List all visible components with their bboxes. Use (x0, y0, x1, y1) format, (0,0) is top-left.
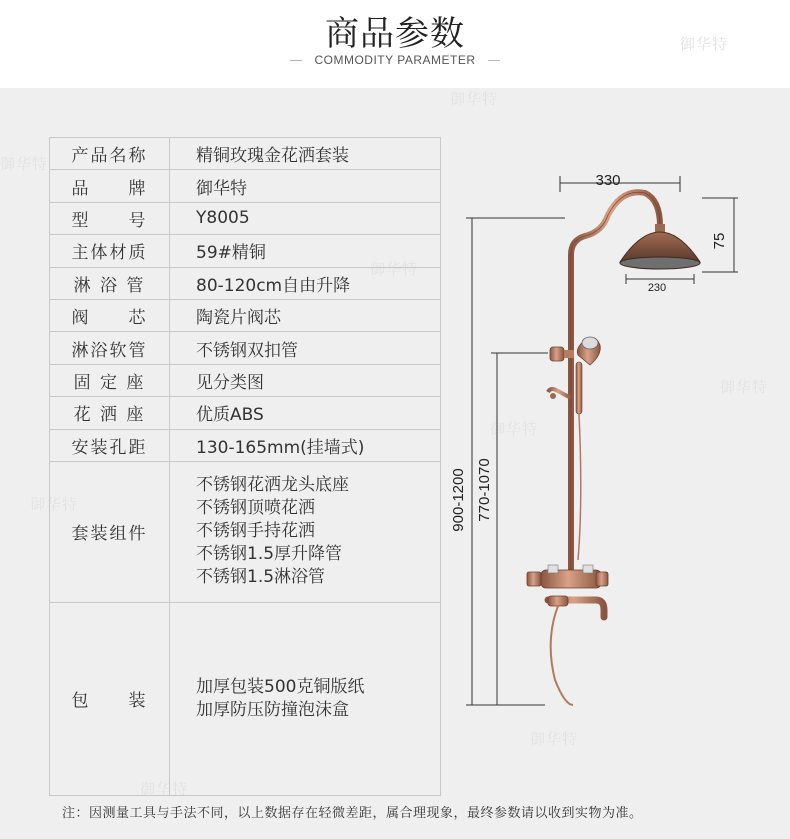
kit-item: 不锈钢1.5淋浴管 (196, 567, 326, 588)
watermark: 御华特 (720, 378, 769, 396)
spec-row (50, 235, 441, 267)
spec-row (50, 267, 441, 299)
measurement-note: 注：因测量工具与手法不同，以上数据存在轻微差距，属合理现象，最终参数请以收到实物为准。 (62, 806, 643, 821)
packaging-item: 加厚防压防撞泡沫盒 (196, 699, 349, 720)
tub-spout (548, 414, 604, 705)
spec-row (50, 429, 441, 461)
watermark: 御华特 (370, 260, 419, 278)
spec-value: 御华特 (170, 170, 441, 202)
watermark: 御华特 (30, 495, 79, 513)
spec-label: 品 牌 (50, 170, 170, 202)
spec-row (50, 397, 441, 429)
shower-dimension-drawing (440, 137, 750, 785)
kit-item: 不锈钢1.5厚升降管 (196, 544, 343, 565)
watermark: 御华特 (0, 155, 49, 173)
watermark: 御华特 (490, 420, 539, 438)
spec-value: 不锈钢双扣管 (170, 332, 441, 364)
kit-item: 不锈钢顶喷花洒 (196, 498, 315, 519)
dimension-rail-height (476, 353, 548, 705)
dimension-label: 75 (711, 232, 728, 250)
page-title: 商品参数 (325, 14, 465, 54)
spec-value: 精铜玫瑰金花洒套装 (170, 138, 441, 170)
kit-item: 不锈钢花洒龙头底座 (196, 475, 349, 496)
spec-value: 80-120cm自由升降 (170, 267, 441, 299)
spec-value: 优质ABS (170, 397, 441, 429)
spec-value: 130-165mm(挂墙式) (170, 429, 441, 461)
packaging-item: 加厚包装500克铜版纸 (196, 676, 365, 697)
kit-row (50, 461, 441, 602)
watermark: 御华特 (450, 90, 499, 108)
watermark: 御华特 (140, 780, 189, 798)
dimension-total-height (450, 218, 565, 705)
dimension-label: 900-1200 (450, 468, 467, 532)
spec-table (49, 137, 441, 796)
dimension-label: 230 (647, 282, 667, 294)
packaging-row (50, 602, 441, 795)
spec-label: 淋浴软管 (50, 332, 170, 364)
spec-label: 型 号 (50, 202, 170, 234)
header (0, 0, 790, 88)
watermark: 御华特 (680, 35, 729, 53)
dimension-label: 330 (595, 172, 621, 189)
dimension-label: 770-1070 (476, 458, 493, 522)
spec-label: 淋 浴 管 (50, 267, 170, 299)
rain-shower-head (620, 224, 700, 294)
spec-row (50, 299, 441, 331)
kit-item: 不锈钢手持花洒 (196, 521, 315, 542)
packaging-label: 包 装 (50, 602, 170, 795)
spec-row (50, 364, 441, 396)
spec-row (50, 332, 441, 364)
spec-row (50, 202, 441, 234)
spec-row (50, 138, 441, 170)
dimension-head-height (702, 198, 738, 272)
spec-label: 主体材质 (50, 235, 170, 267)
spec-row (50, 170, 441, 202)
spec-value: 见分类图 (170, 364, 441, 396)
spec-label: 安装孔距 (50, 429, 170, 461)
spec-label: 产品名称 (50, 138, 170, 170)
watermark: 御华特 (530, 730, 579, 748)
kit-label: 套装组件 (50, 461, 170, 602)
spec-value: Y8005 (170, 202, 441, 234)
kit-items (170, 461, 441, 602)
page-subtitle: COMMODITY PARAMETER (314, 53, 476, 67)
spec-label: 花 洒 座 (50, 397, 170, 429)
subtitle-rule-right (488, 60, 500, 61)
spec-value: 陶瓷片阀芯 (170, 299, 441, 331)
dimension-top-width (560, 172, 680, 192)
spec-label: 阀 芯 (50, 299, 170, 331)
mixer-valve (527, 565, 608, 600)
packaging-items (170, 602, 441, 795)
spec-label: 固 定 座 (50, 364, 170, 396)
spec-value: 59#精铜 (170, 235, 441, 267)
